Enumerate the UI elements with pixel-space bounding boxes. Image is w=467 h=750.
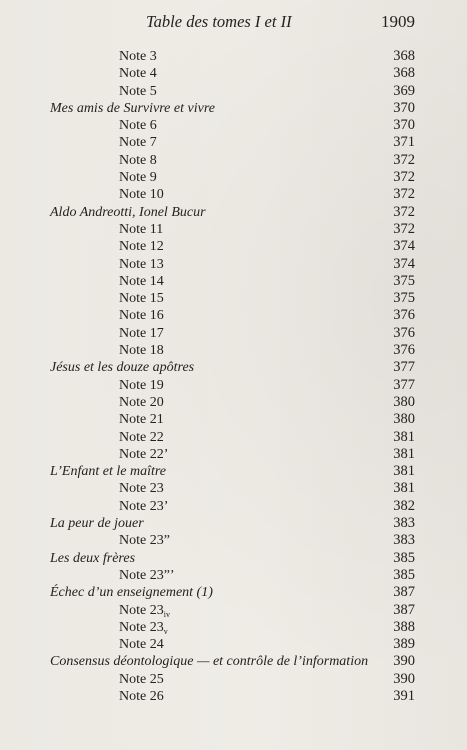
entry-label: Les deux frères xyxy=(50,550,136,566)
toc-entry-section xyxy=(0,653,467,670)
entry-label: Aldo Andreotti, Ionel Bucur xyxy=(50,204,206,220)
toc-entry-note xyxy=(0,238,467,255)
toc-entry-note xyxy=(0,221,467,238)
toc-entry-note xyxy=(0,152,467,169)
entry-label: Note 19 xyxy=(119,377,164,393)
entry-page: 385 xyxy=(393,549,415,566)
running-header xyxy=(0,10,467,34)
entry-page: 391 xyxy=(393,687,415,704)
entry-label xyxy=(119,619,168,636)
entry-page: 372 xyxy=(393,220,415,237)
running-title: Table des tomes I et II xyxy=(146,12,292,31)
entry-page: 370 xyxy=(393,117,415,134)
entry-label: Note 22 xyxy=(119,429,164,445)
entry-label: Note 23” xyxy=(119,533,170,549)
entry-page: 369 xyxy=(393,82,415,99)
entry-label: Note 26 xyxy=(119,688,164,704)
entry-label: Note 9 xyxy=(119,170,157,186)
entry-label: Note 23’ xyxy=(119,498,169,514)
entry-label-text: Note 23 xyxy=(119,619,164,635)
toc-entry-note xyxy=(0,169,467,186)
entry-label: Note 17 xyxy=(119,325,164,341)
toc-entry-note xyxy=(0,480,467,497)
entry-label: Note 12 xyxy=(119,239,164,255)
entry-page: 374 xyxy=(393,238,415,255)
toc-entry-note xyxy=(0,602,467,619)
toc-entry-section xyxy=(0,463,467,480)
toc-entry-note xyxy=(0,567,467,584)
entry-page: 387 xyxy=(393,584,415,601)
entry-page: 374 xyxy=(393,255,415,272)
entry-page: 381 xyxy=(393,445,415,462)
toc-entry-note xyxy=(0,134,467,151)
entry-page: 376 xyxy=(393,307,415,324)
entry-page: 372 xyxy=(393,186,415,203)
toc-entry-section xyxy=(0,550,467,567)
entry-page: 381 xyxy=(393,463,415,480)
entry-label: Note 3 xyxy=(119,49,157,64)
entry-page: 372 xyxy=(393,169,415,186)
toc-entry-note xyxy=(0,48,467,65)
toc-entry-note xyxy=(0,429,467,446)
entry-page: 372 xyxy=(393,151,415,168)
entry-label-text: Note 23 xyxy=(119,602,164,618)
entry-page: 377 xyxy=(393,376,415,393)
toc-entry-note xyxy=(0,636,467,653)
entry-label-subscript: iv xyxy=(163,609,170,619)
entry-label: Note 13 xyxy=(119,256,164,272)
toc-entry-note xyxy=(0,671,467,688)
toc-entry-note xyxy=(0,325,467,342)
entry-page: 371 xyxy=(393,134,415,151)
entry-label: Note 24 xyxy=(119,637,164,653)
entry-label: Note 16 xyxy=(119,308,164,324)
entry-label-subscript: v xyxy=(163,626,168,636)
toc-entry-note xyxy=(0,532,467,549)
toc-entry-section xyxy=(0,204,467,221)
entry-label: Note 21 xyxy=(119,412,164,428)
toc-entry-note xyxy=(0,83,467,100)
entry-label: Note 25 xyxy=(119,671,164,687)
toc-entry-section xyxy=(0,359,467,376)
entry-page: 368 xyxy=(393,48,415,64)
entry-label: Note 20 xyxy=(119,394,164,410)
entry-page: 368 xyxy=(393,65,415,82)
entry-label: Note 23”’ xyxy=(119,567,175,583)
entry-page: 376 xyxy=(393,324,415,341)
table-of-contents xyxy=(0,48,467,705)
entry-page: 376 xyxy=(393,342,415,359)
entry-page: 387 xyxy=(393,601,415,618)
entry-label: Note 5 xyxy=(119,83,157,99)
entry-page: 383 xyxy=(393,532,415,549)
toc-entry-note xyxy=(0,446,467,463)
toc-entry-note xyxy=(0,290,467,307)
toc-entry-section xyxy=(0,100,467,117)
toc-entry-note xyxy=(0,342,467,359)
entry-label: Note 11 xyxy=(119,221,164,237)
toc-entry-note xyxy=(0,117,467,134)
toc-entry-note xyxy=(0,619,467,636)
entry-page: 370 xyxy=(393,99,415,116)
toc-entry-note xyxy=(0,411,467,428)
entry-label: Échec d’un enseignement (1) xyxy=(50,585,213,601)
toc-entry-note xyxy=(0,394,467,411)
entry-label: Note 23 xyxy=(119,481,164,497)
entry-label: Note 7 xyxy=(119,135,157,151)
entry-label: Note 14 xyxy=(119,273,164,289)
toc-entry-note xyxy=(0,377,467,394)
entry-label: Consensus déontologique — et contrôle de l’information xyxy=(50,654,369,670)
entry-page: 382 xyxy=(393,497,415,514)
entry-page: 377 xyxy=(393,359,415,376)
entry-page: 390 xyxy=(393,653,415,670)
entry-label: Note 4 xyxy=(119,66,157,82)
toc-entry-section xyxy=(0,515,467,532)
toc-entry-note xyxy=(0,307,467,324)
entry-label xyxy=(119,602,170,619)
toc-entry-note xyxy=(0,273,467,290)
toc-entry-note xyxy=(0,186,467,203)
entry-label: Mes amis de Survivre et vivre xyxy=(50,100,215,116)
entry-label: La peur de jouer xyxy=(50,516,144,532)
toc-entry-note xyxy=(0,256,467,273)
entry-page: 372 xyxy=(393,203,415,220)
entry-label: Note 10 xyxy=(119,187,164,203)
entry-page: 381 xyxy=(393,428,415,445)
toc-entry-note xyxy=(0,498,467,515)
entry-page: 380 xyxy=(393,411,415,428)
toc-entry-section xyxy=(0,584,467,601)
entry-page: 375 xyxy=(393,290,415,307)
entry-page: 388 xyxy=(393,618,415,635)
toc-entry-note xyxy=(0,65,467,82)
entry-label: Note 22’ xyxy=(119,446,169,462)
entry-label: Note 18 xyxy=(119,343,164,359)
entry-label: Note 8 xyxy=(119,152,157,168)
entry-page: 381 xyxy=(393,480,415,497)
entry-page: 380 xyxy=(393,393,415,410)
entry-label: Jésus et les douze apôtres xyxy=(50,360,195,376)
entry-label: L’Enfant et le maître xyxy=(50,464,166,480)
page-number: 1909 xyxy=(381,12,415,31)
entry-label: Note 15 xyxy=(119,291,164,307)
entry-page: 390 xyxy=(393,670,415,687)
entry-page: 385 xyxy=(393,566,415,583)
entry-page: 383 xyxy=(393,515,415,532)
toc-entry-note xyxy=(0,688,467,705)
entry-label: Note 6 xyxy=(119,118,157,134)
entry-page: 389 xyxy=(393,636,415,653)
entry-page: 375 xyxy=(393,272,415,289)
